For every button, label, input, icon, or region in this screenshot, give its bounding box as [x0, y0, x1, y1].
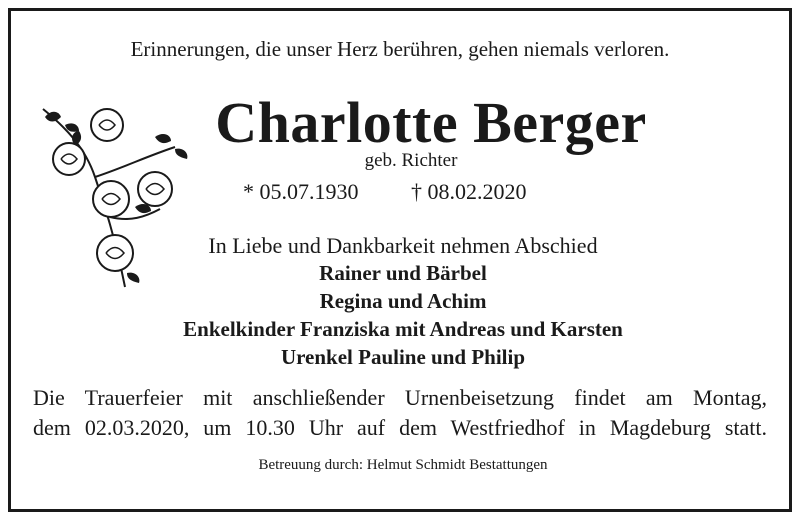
motto-quote: Erinnerungen, die unser Herz berühren, gehen niemals verloren.: [130, 37, 670, 61]
ceremony-line: dem 02.03.2020, um 10.30 Uhr auf dem Westfriedhof in Magdeburg statt.: [33, 415, 767, 440]
ceremony-line: Die Trauerfeier mit anschließender Urnenbeisetzung findet am Montag,: [33, 385, 767, 410]
life-dates: [243, 179, 527, 205]
farewell-intro: In Liebe und Dankbarkeit nehmen Abschied: [208, 233, 598, 258]
funeral-home-credit: Betreuung durch: Helmut Schmidt Bestattungen: [258, 457, 548, 473]
deceased-name: Charlotte Berger: [215, 90, 647, 155]
mourner-line: Regina und Achim: [319, 289, 487, 313]
obituary-notice: [8, 8, 792, 512]
birth-date: * 05.07.1930: [243, 179, 359, 204]
mourner-line: Enkelkinder Franziska mit Andreas und Karsten: [183, 317, 623, 341]
ceremony-details: [33, 383, 767, 443]
mourner-line: Rainer und Bärbel: [319, 261, 487, 285]
birth-name: geb. Richter: [364, 150, 458, 171]
mourner-line: Urenkel Pauline und Philip: [280, 345, 526, 369]
death-date: † 08.02.2020: [411, 179, 527, 204]
